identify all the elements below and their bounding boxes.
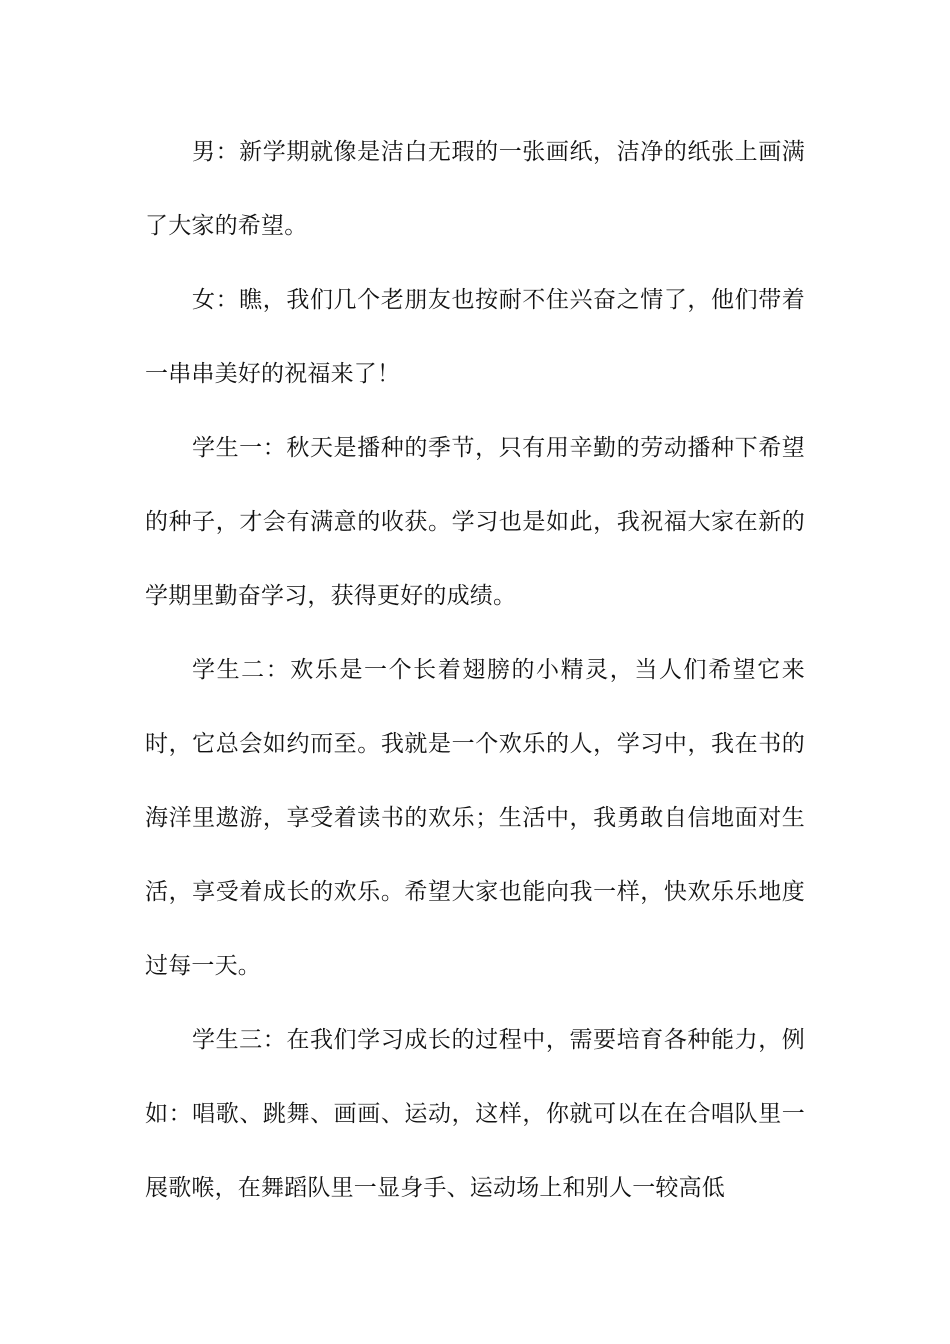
document-body [145, 115, 805, 1225]
paragraph-student-two: 学生二：欢乐是一个长着翅膀的小精灵，当人们希望它来时，它总会如约而至。我就是一个欢乐的人，学习中，我在书的海洋里遨游，享受着读书的欢乐；生活中，我勇敢自信地面对生活，享受着成长的欢乐。希望大家也能向我一样，快欢乐乐地度过每一天。 [145, 657, 805, 979]
paragraph-female-speaker: 女：瞧，我们几个老朋友也按耐不住兴奋之情了，他们带着一串串美好的祝福来了！ [145, 287, 805, 387]
paragraph-student-three: 学生三：在我们学习成长的过程中，需要培育各种能力，例如：唱歌、跳舞、画画、运动，这样，你就可以在在合唱队里一展歌喉，在舞蹈队里一显身手、运动场上和别人一较高低 [145, 1027, 805, 1201]
paragraph-male-speaker: 男：新学期就像是洁白无瑕的一张画纸，洁净的纸张上画满了大家的希望。 [145, 139, 805, 239]
paragraph-student-one: 学生一：秋天是播种的季节，只有用辛勤的劳动播种下希望的种子，才会有满意的收获。学习也是如此，我祝福大家在新的学期里勤奋学习，获得更好的成绩。 [145, 435, 805, 609]
